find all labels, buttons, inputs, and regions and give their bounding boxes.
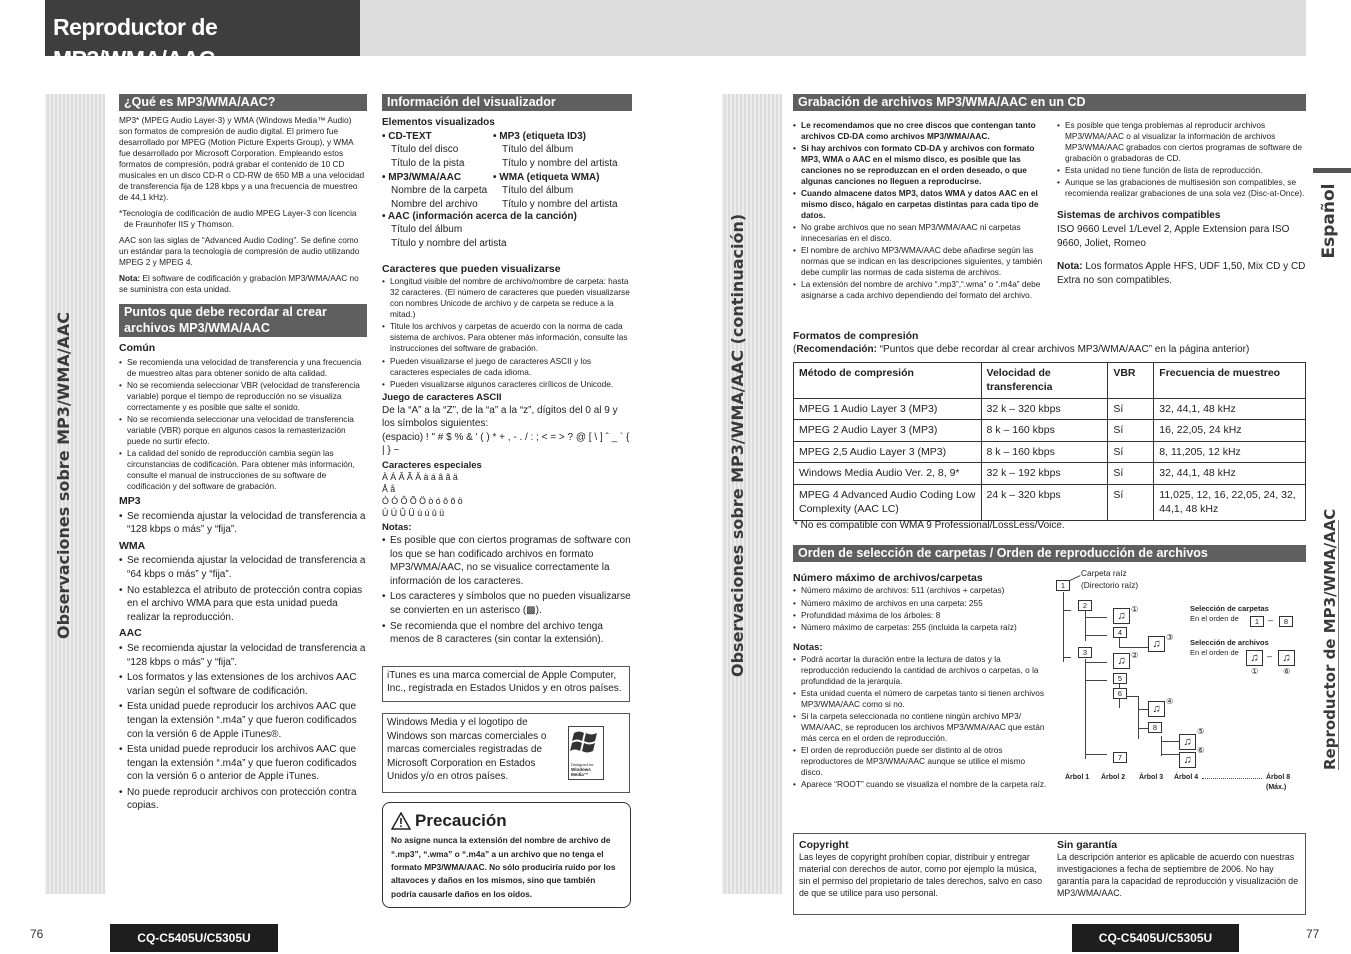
order-notas-list [793,654,1049,790]
order-nota-item: • Si la carpeta seleccionada no contiene ningún archivo MP3/ WMA/AAC, se reproducen los archivos MP3/WMA/AAC que están más cerca en el orden de reproducción. [793,711,1049,744]
table-header-row [794,363,1306,399]
right-tab-marker [1313,168,1351,173]
section-recording-title: Grabación de archivos MP3/WMA/AAC en un CD [793,94,1306,111]
mid-vertical-title: Observaciones sobre MP3/WMA/AAC (continuación) [728,213,747,677]
recording-bold-item: • Cuando almacene datos MP3, datos WMA y datos AAC en el mismo disco, hágalo en carpetas distintas para cada tipo de datos. [793,188,1047,221]
tree-line [1063,610,1071,611]
table-cell: Sí [1108,484,1154,520]
fs-note-label: Nota: [1057,261,1083,273]
max-title: Número máximo de archivos/carpetas [793,572,983,584]
tree-line [1161,736,1162,756]
aac-item: • Se recomienda ajustar la velocidad de transferencia a “128 kbps o más” y “fija”. [119,642,367,669]
folder-icon: 8 [1279,616,1293,627]
tree-level-label: Árbol 1 [1065,774,1090,781]
tree-line [1085,635,1107,636]
comun-item: • No se recomienda seleccionar VBR (velocidad de transferencia variable) porque el tiempo de reproducción no se visualiza correctamente y es posible que salte el sonido. [119,380,367,413]
tag-group [493,130,633,212]
max-item: • Número máximo de carpetas: 255 (incluida la carpeta raíz) [793,622,1049,633]
file-number: ⑥ [1197,745,1205,755]
tree-line [1085,617,1107,618]
what-aac-paragraph: AAC son las siglas de “Advanced Audio Coding”. Se define como un estándar para la tecnología de compresión de audio utilizando MPEG 2 y MPEG 4. [119,235,360,268]
music-note-icon: ♫ [1179,734,1196,750]
section-what-title: ¿Qué es MP3/WMA/AAC? [119,94,367,111]
table-cell: Sí [1108,398,1154,419]
table-cell: Windows Media Audio Ver. 2, 8, 9* [794,463,982,484]
elements-title: Elementos visualizados [382,117,495,128]
recording-list [793,222,1047,301]
max-item: • Número máximo de archivos en una carpeta: 255 [793,598,1049,609]
mp3tag-label: • MP3 (etiqueta ID3) [493,130,586,142]
file-number: ⑥ [1283,666,1291,676]
table-cell: Sí [1108,420,1154,441]
fs-text: ISO 9660 Level 1/Level 2, Apple Extension para ISO 9660, Joliet, Romeo [1057,224,1290,249]
wma-title: WMA [119,540,146,552]
aac-title: AAC [119,627,142,640]
section-display-title: Información del visualizador [382,94,632,111]
mp3-title: MP3 [119,495,141,508]
table-header: Velocidad de transferencia [981,363,1108,399]
mp3wma-b: Nombre del archivo [391,198,478,210]
tree-line [1085,611,1086,641]
ascii-title: Juego de caracteres ASCII [382,391,502,403]
mp3wma-label: • MP3/WMA/AAC [382,171,462,183]
file-number: ① [1131,604,1139,614]
table-header: VBR [1108,363,1154,399]
what-body [119,115,367,295]
order-nota-item: • Podrá acortar la duración entre la lectura de datos y la reproducción reduciendo la cantidad de archivos o carpetas, o la profundidad de la jerarquía. [793,654,1049,687]
copyright-block [799,837,1047,900]
order-notas-title: Notas: [793,641,823,653]
tree-line [1085,662,1107,663]
aacinfo-a: Título del álbum [391,224,463,236]
notas-item: • Es posible que con ciertos programas de software con los que se han codificado archivos en formato MP3/WMA/AAC, no se visualice correctamente la información de los caracteres. [382,534,632,588]
mp3tag-b: Título y nombre del artista [502,157,618,169]
mp3-item: • Se recomienda ajustar la velocidad de transferencia a “128 kbps o más” y “fija”. [119,510,367,537]
special-chars-3: Ò Ó Ô Õ Ö ò ó ô õ ö [382,496,463,507]
max-item: • Profundidad máxima de los árboles: 8 [793,610,1049,621]
table-cell: 16, 22,05, 24 kHz [1154,420,1306,441]
tree-level-label: Árbol 4 [1174,774,1199,781]
aac-item: • Esta unidad puede reproducir los archivos AAC que tengan la extensión “.m4a” y que fueron codificados con la versión 6 o anterior de Apple iTunes. [119,743,367,784]
recording-left [793,120,1047,303]
chars-item: • Longitud visible del nombre de archivo/nombre de carpeta: hasta 32 caracteres. (El número de caracteres que pueden visualizarse con nombres Unicode de archivo y de carpeta se reduce a la mitad.) [382,276,632,320]
itunes-box [382,666,630,702]
table-header: Frecuencia de muestreo [1154,363,1306,399]
warning-triangle-icon [391,812,411,830]
rec-text: “Puntos que debe recordar al crear archivos MP3/WMA/AAC” en la página anterior) [879,344,1250,356]
tree-level-label: Árbol 2 [1101,774,1126,781]
page-number-right: 77 [1306,927,1320,941]
music-note-icon: ♫ [1113,608,1130,624]
recording-right-item: • Esta unidad no tiene función de lista de reproducción. [1057,165,1307,176]
table-cell: 32, 44,1, 48 kHz [1154,463,1306,484]
sel-folders-label: Selección de carpetas [1190,604,1269,613]
table-cell: 32 k – 192 kbps [981,463,1108,484]
logo-bottom: Windows Media™ [571,766,591,777]
cdtext-group [382,130,492,212]
column-2 [382,94,632,649]
special-title: Caracteres especiales [382,460,482,472]
folder-icon: 5 [1113,673,1127,684]
caution-text: No asigne nunca la extensión del nombre de archivo de “.mp3”, “.wma” o “.m4a” a un archivo que no tenga el formato MP3/WMA/AAC. No sólo produciría ruido por los altavoces y daños en los mismos, sino que también podría causarle daños en los oídos. [391,835,616,899]
tree-line [1085,659,1086,759]
mp3wma-a: Nombre de la carpeta [391,185,488,197]
table-row [794,484,1306,520]
mp3tag-a: Título del álbum [502,144,574,156]
comun-item: • La calidad del sonido de reproducción cambia según las circunstancias de codificación. Para obtener más información, consulte el manual de instrucciones de su software de codificación y del software de grabación. [119,448,367,492]
section-points-title: Puntos que debe recordar al crear archivos MP3/WMA/AAC [119,304,367,337]
tree-max-label: (Máx.) [1266,784,1287,791]
folder-icon: 3 [1078,647,1092,658]
wmatag-a: Título del álbum [502,185,574,197]
folder-icon: 7 [1113,752,1127,763]
table-cell: 11,025, 12, 16, 22,05, 24, 32, 44,1, 48 kHz [1154,484,1306,520]
special-chars-4: Ù Ú Û Ü ù ú û ü [382,508,445,519]
table-cell: 24 k – 320 kbps [981,484,1108,520]
aacinfo-group [382,210,632,251]
page-title: Reproductor de MP3/WMA/AAC [45,0,360,56]
music-note-icon: ♫ [1179,752,1196,768]
fs-note [1057,260,1307,287]
notas-item: • Se recomienda que el nombre del archivo tenga menos de 8 caracteres (sin contar la extensión). [382,620,632,647]
tree-line [1085,680,1107,681]
file-number: ① [1251,666,1259,676]
what-paragraph: MP3* (MPEG Audio Layer-3) y WMA (Windows Media™ Audio) son formatos de compresión de audio digital. El primero fue desarrollado por MPEG (Motion Picture Experts Group), y WMA fue desarrollado por Microsoft Corporation. Empleando estos formatos de compresión, podrá grabar el contenido de 10 CD musicales en un disco CD-R o CD-RW de 650 MB a una velocidad de transferencia fija de 128 kbps y a una frecuencia de muestreo de 44,1 kHz). [119,115,365,203]
sel-files-order: En el orden de [1190,648,1239,657]
language-tab: Español [1319,183,1339,259]
folder-icon: 2 [1078,600,1092,611]
aacinfo-b: Título y nombre del artista [391,237,507,249]
tree-line [1085,754,1107,755]
tree-line [1063,592,1064,662]
cdtext-b: Título de la pista [391,157,465,169]
recording-right [1057,120,1307,287]
fs-note-text: Los formatos Apple HFS, UDF 1,50, Mix CD y CD Extra no son compatibles. [1057,261,1306,286]
table-cell: MPEG 2 Audio Layer 3 (MP3) [794,420,982,441]
file-number: ⑤ [1197,726,1205,736]
wmatag-b: Título y nombre del artista [502,198,618,210]
chars-item: • Titule los archivos y carpetas de acuerdo con la norma de cada sistema de archivos. Para obtener más información, consulte las instrucciones del software de grabación. [382,321,632,354]
music-note-icon: ♫ [1148,636,1165,652]
aacinfo-label: • AAC (información acerca de la canción) [382,210,577,222]
mp3-list [119,510,367,537]
table-cell: 8, 11,205, 12 kHz [1154,441,1306,462]
caution-header [391,809,622,832]
music-note-icon: ♫ [1148,701,1165,717]
caution-box [382,802,631,908]
folder-tree-diagram [1050,568,1306,800]
comun-item: • Se recomienda una velocidad de transferencia y una frecuencia de muestreo altas para obtener sonido de alta calidad. [119,357,367,379]
order-dash: – [1268,615,1274,625]
recording-right-list [1057,120,1307,199]
column-1 [119,94,367,815]
left-vertical-title: Observaciones sobre MP3/WMA/AAC [54,311,73,639]
note-label: Nota: [119,273,141,284]
aac-item: • Esta unidad puede reproducir los archivos AAC que tengan la extensión “.m4a” y que fueron codificados con la versión 6 de Apple iTunes®. [119,700,367,741]
page-number-left: 76 [30,927,44,941]
root-label-2: (Directorio raíz) [1081,580,1139,590]
recording-item: • La extensión del nombre de archivo “.mp3”,“.wma” o “.m4a” debe asignarse a cada archivo dependiendo del formato del archivo. [793,279,1047,301]
special-chars-1: À Á Â Ã Ä à á â ã ä [382,472,458,483]
chars-item: • Pueden visualizarse algunos caracteres cirílicos de Unicode. [382,379,632,390]
order-nota-item: • Aparece “ROOT” cuando se visualiza el nombre de la carpeta raíz. [793,779,1049,790]
compression-table [793,362,1306,521]
table-cell: MPEG 2,5 Audio Layer 3 (MP3) [794,441,982,462]
copyright-title: Copyright [799,839,849,851]
table-cell: 32 k – 320 kbps [981,398,1108,419]
table-row [794,463,1306,484]
sel-folders-order: En el orden de [1190,614,1239,623]
comun-list [119,357,367,492]
root-label-1: Carpeta raíz [1081,568,1127,578]
tree-dots [1202,778,1262,779]
folder-icon: 1 [1250,616,1264,627]
recording-bold-item: • Le recomendamos que no cree discos que contengan tanto archivos CD-DA como archivos MP3/WMA/AAC. [793,120,1047,142]
special-chars-2: Å å [382,484,396,495]
chars-item: • Pueden visualizarse el juego de caracteres ASCII y los caracteres especiales de cada idioma. [382,356,632,378]
tree-line [1063,657,1071,658]
notas-title: Notas: [382,522,412,533]
file-number: ③ [1166,632,1174,642]
order-nota-item: • El orden de reproducción puede ser distinto al de otros reproductores de MP3/WMA/AAC aunque se utilice el mismo disco. [793,745,1049,778]
windows-flag-icon [569,727,603,757]
chars-title: Caracteres que pueden visualizarse [382,262,561,275]
folder-icon: 6 [1113,688,1127,699]
tree-line [1119,637,1120,647]
itunes-text: iTunes es una marca comercial de Apple Computer, Inc., registrada en Estados Unidos y en otros países. [387,670,622,695]
table-row [794,420,1306,441]
what-note [119,273,367,295]
tree-line [1161,754,1179,755]
order-nota-item: • Esta unidad cuenta el número de carpetas tanto si tienen archivos MP3/WMA/AAC como si no. [793,688,1049,710]
order-left [793,570,1049,791]
comun-item: • No se recomienda seleccionar una velocidad de transferencia variable (VBR) porque en algunos casos la remasterización puede no surtir efecto. [119,414,367,447]
wmatag-label: • WMA (etiqueta WMA) [493,171,600,183]
ascii-symbols: (espacio) ! " # $ % & ' ( ) * + , - . / : ; < = > ? @ [ \ ] ˆ _ ` { | } ~ [382,431,630,457]
formats-recommendation: (Recomendación: “Puntos que debe recordar al crear archivos MP3/WMA/AAC” en la página anterior) [793,344,1250,356]
windows-media-logo [568,726,604,780]
table-row [794,398,1306,419]
table-cell: 8 k – 160 kbps [981,441,1108,462]
wma-item: • No establezca el atributo de protección contra copias en el archivo WMA para que esta unidad pueda realizar la reproducción. [119,584,367,625]
folder-icon: 8 [1148,722,1162,733]
fs-title: Sistemas de archivos compatibles [1057,210,1221,222]
model-label-left: CQ-C5405U/C5305U [110,924,278,952]
table-cell: 32, 44,1, 48 kHz [1154,398,1306,419]
tree-level-label: Árbol 3 [1139,774,1164,781]
what-footnote: *Tecnología de codificación de audio MPEG Layer-3 con licencia de Fraunhofer IIS y Thomson. [119,208,357,230]
folder-icon: 4 [1113,627,1127,638]
rec-label: Recomendación: [796,344,877,356]
music-note-icon: ♫ [1113,653,1130,669]
file-number: ② [1131,650,1139,660]
formats-section [793,328,1306,357]
wma-list [119,554,367,624]
model-label-right: CQ-C5405U/C5305U [1072,924,1239,952]
windows-text: Windows Media y el logotipo de Windows son marcas comerciales o marcas comerciales registradas de Microsoft Corporation en Estados Unidos y/o en otros países. [387,717,547,783]
table-row [794,441,1306,462]
order-dash: – [1267,651,1273,661]
notas-list [382,534,632,647]
table-cell: MPEG 4 Advanced Audio Coding Low Complexity (AAC LC) [794,484,982,520]
warranty-block [1057,837,1301,900]
recording-item: • El nombre de archivo MP3/WMA/AAC debe añadirse según las normas que se indican en las descripciones siguientes, y también debe cumplir las normas de cada sistema de archivos. [793,245,1047,278]
table-cell: 8 k – 160 kbps [981,420,1108,441]
table-cell: Sí [1108,441,1154,462]
aac-item: • No puede reproducir archivos con protección contra copias. [119,786,367,813]
warranty-text: La descripción anterior es aplicable de acuerdo con nuestras investigaciones a fecha de septiembre de 2006. No hay garantía para la capacidad de reproducción y visualización de MP3/WMA/AAC. [1057,852,1299,899]
recording-right-item: • Aunque se las grabaciones de multisesión son compatibles, se recomienda realizar grabaciones de una sola vez (Disc-at-Once). [1057,177,1307,199]
recording-bold-item: • Si hay archivos con formato CD-DA y archivos con formato MP3, WMA o AAC en el mismo disco, es posible que las canciones no se reproduzcan en el orden deseado, o que algunas canciones no lleguen a reproducirse. [793,143,1047,187]
max-item: • Número máximo de archivos: 511 (archivos + carpetas) [793,585,1049,596]
max-list [793,585,1049,632]
recording-bold-list [793,120,1047,221]
aac-item: • Los formatos y las extensiones de los archivos AAC varían según el software de codificación. [119,671,367,698]
wma-item: • Se recomienda ajustar la velocidad de transferencia a “64 kbps o más” y “fija”. [119,554,367,581]
chars-list [382,276,632,389]
table-cell: MPEG 1 Audio Layer 3 (MP3) [794,398,982,419]
cdtext-a: Título del disco [391,144,459,156]
tree-line [1138,697,1139,739]
table-note: * No es compatible con WMA 9 Professional/LossLess/Voice. [794,520,1065,531]
tree-level-label: Árbol 8 [1266,774,1291,781]
folder-icon: 1 [1056,580,1070,591]
elements-grid [382,130,632,258]
note-text: El software de codificación y grabación MP3/WMA/AAC no se suministra con esta unidad. [119,273,359,295]
section-order-title: Orden de selección de carpetas / Orden de reproducción de archivos [793,545,1306,562]
warranty-title: Sin garantía [1057,839,1118,851]
formats-title: Formatos de compresión [793,330,919,342]
right-vertical-title: Reproductor de MP3/WMA/AAC [1321,508,1339,770]
recording-right-item: • Es posible que tenga problemas al reproducir archivos MP3/WMA/AAC o al visualizar la información de archivos MP3/WMA/AAC grabados con ciertos programas de software de grabación o grabadoras de CD. [1057,120,1307,164]
sel-files-label: Selección de archivos [1190,638,1269,647]
logo-top: Designed for [571,761,594,767]
cdtext-label: • CD-TEXT [382,130,432,142]
caution-title: Precaución [415,811,507,830]
music-note-icon: ♫ [1246,650,1263,666]
tree-line [1161,741,1179,742]
copyright-box [793,833,1306,915]
copyright-text: Las leyes de copyright prohíben copiar, distribuir y entregar material con derechos de autor, como por ejemplo la música, sin el permiso del propietario de tales derechos, salvo en caso de que se utilice para uso personal. [799,852,1043,899]
file-number: ④ [1166,696,1174,706]
table-cell: Sí [1108,463,1154,484]
music-note-icon: ♫ [1278,650,1295,666]
table-header: Método de compresión [794,363,982,399]
ascii-text: De la “A” a la “Z”, de la “a” a la “z”, dígitos del 0 al 9 y los símbolos siguientes: [382,404,618,430]
tree-line [1119,647,1149,648]
recording-item: • No grabe archivos que no sean MP3/WMA/AAC ni carpetas innecesarias en el disco. [793,222,1047,244]
comun-title: Común [119,342,156,355]
notas-item: • Los caracteres y símbolos que no pueden visualizarse se convierten en un asterisco (▩). [382,590,632,617]
aac-list [119,642,367,813]
windows-box [382,713,630,793]
